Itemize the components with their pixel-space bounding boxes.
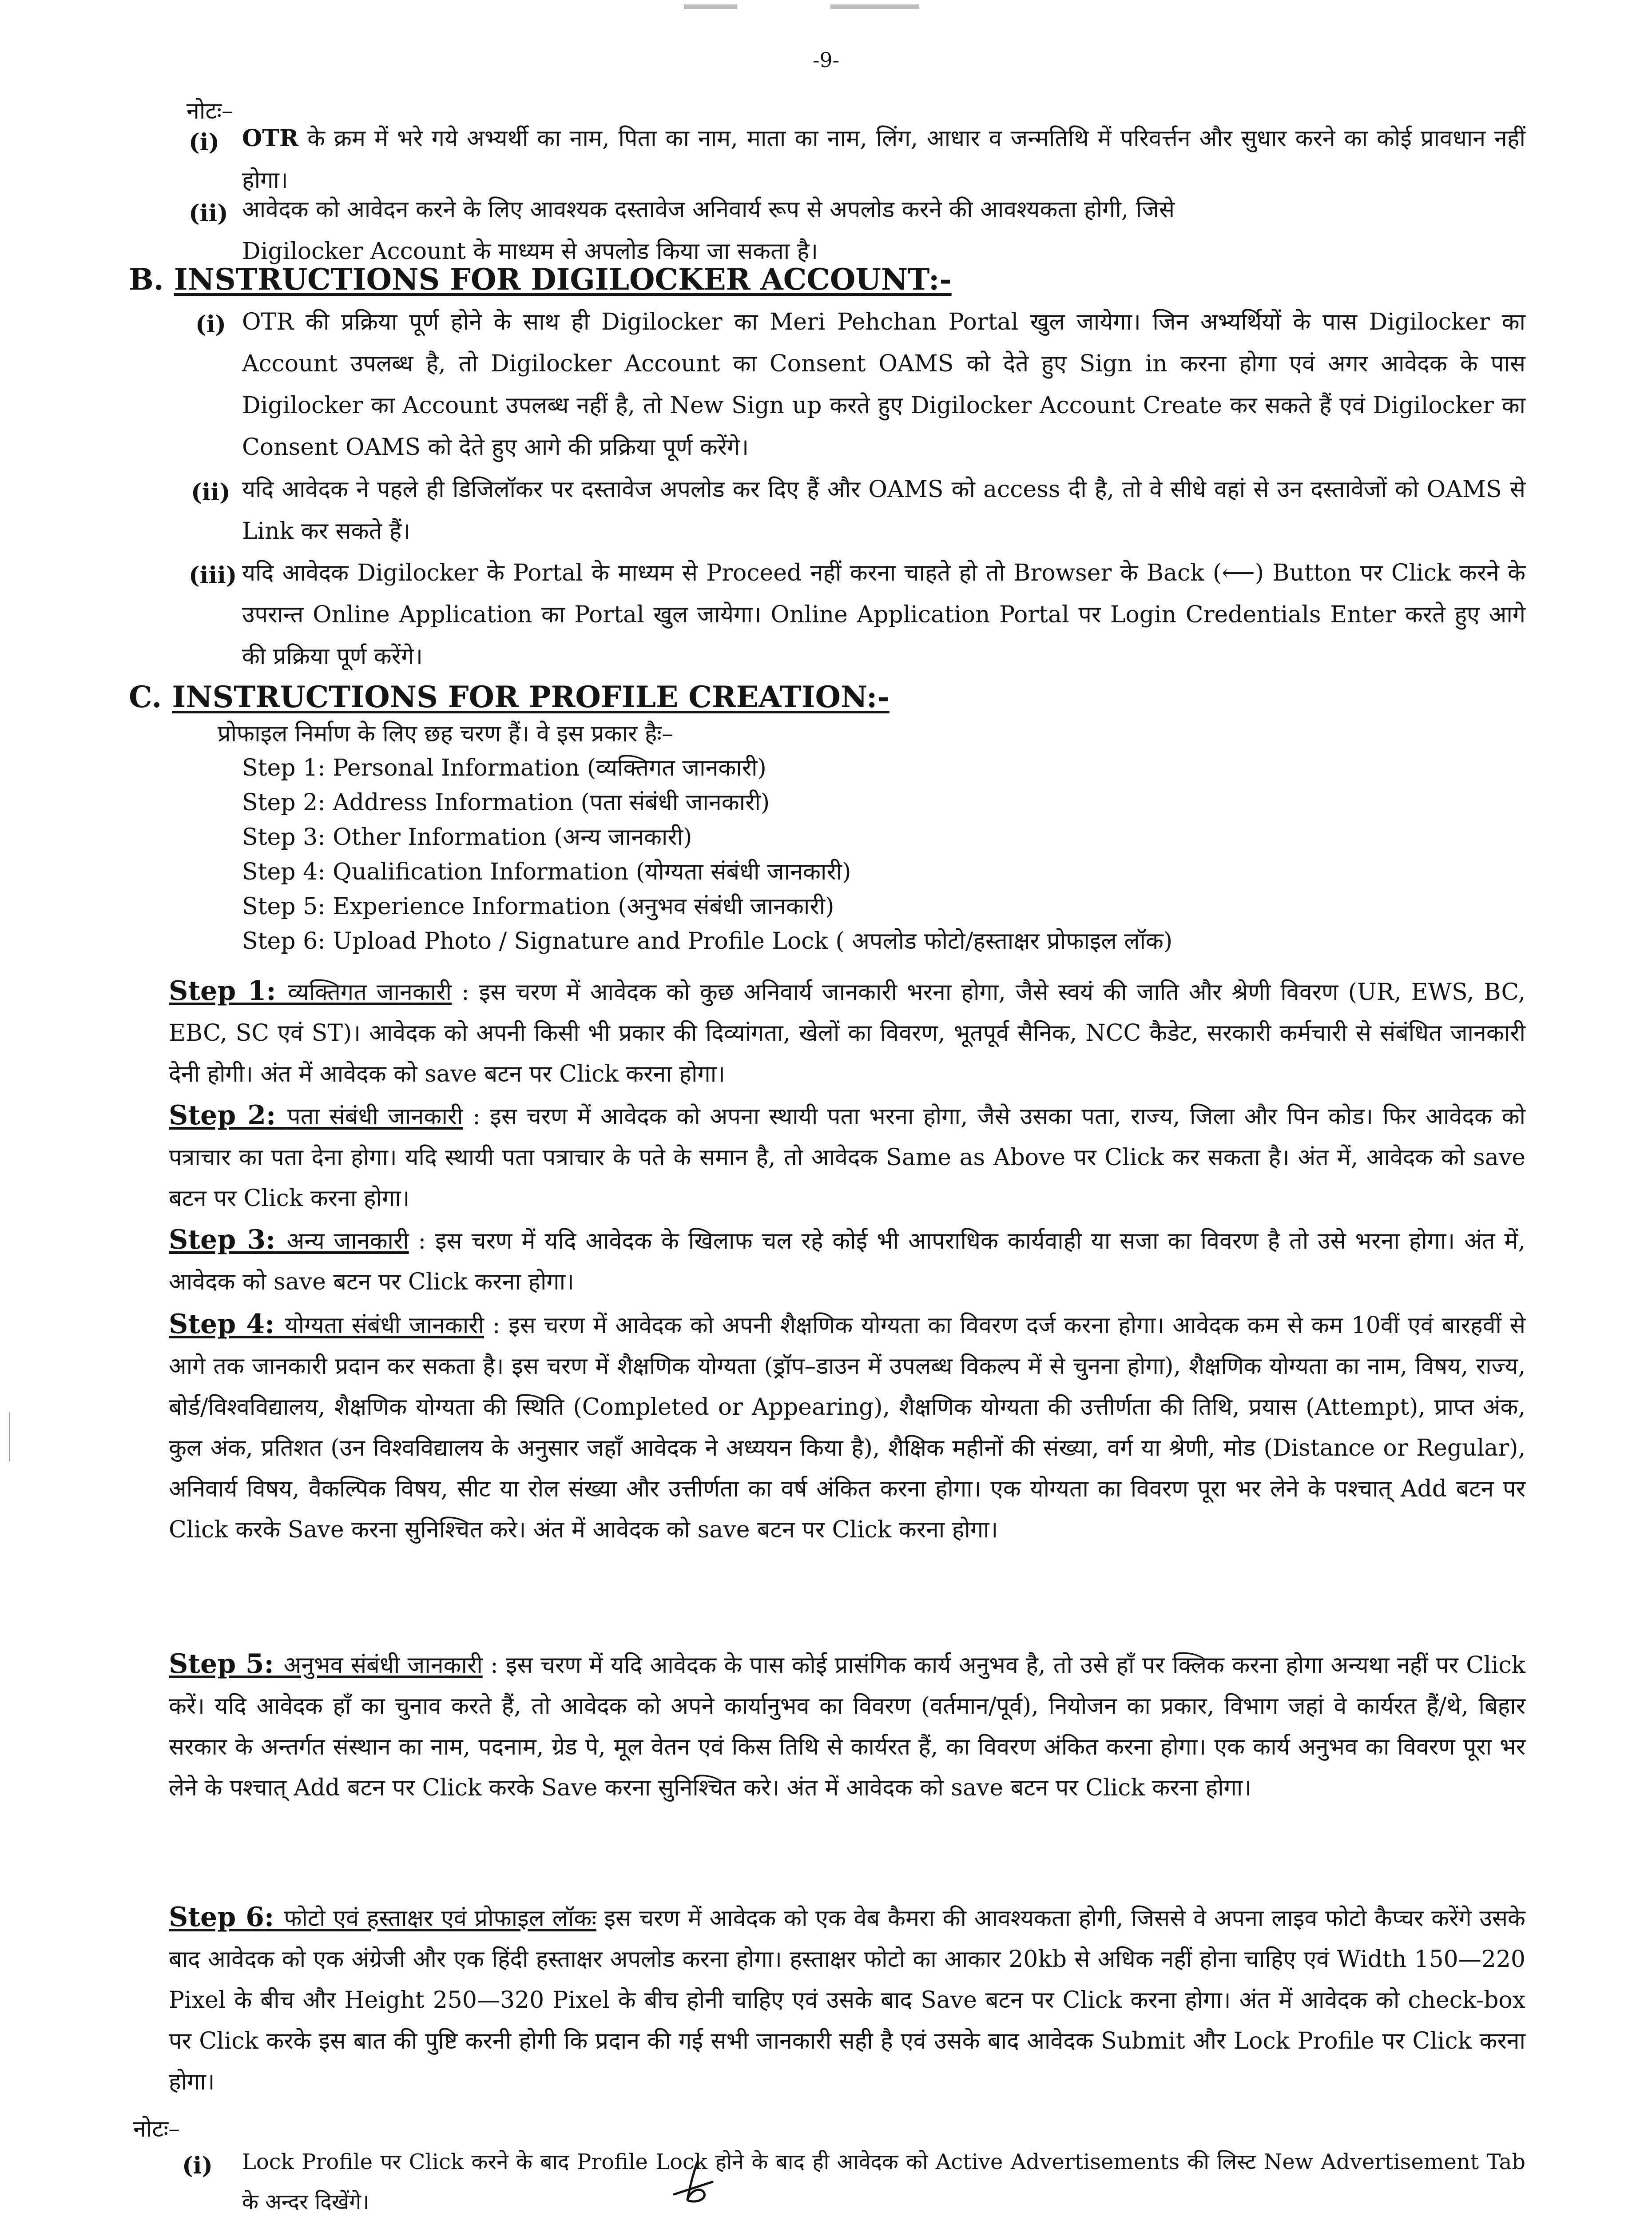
list-item: Step 3: Other Information (अन्य जानकारी) bbox=[242, 824, 692, 851]
step-subtitle: अनुभव संबंधी जानकारी bbox=[283, 1652, 483, 1679]
scan-mark bbox=[9, 1413, 10, 1461]
step-detail bbox=[169, 1219, 1525, 1302]
signature-initials bbox=[666, 2159, 719, 2212]
step-subtitle: योग्यता संबंधी जानकारी bbox=[285, 1312, 484, 1339]
step-text: : इस चरण में यदि आवेदक के पास कोई प्रासंगिक कार्य अनुभव है, तो उसे हाँ पर क्लिक करना होगा अन्यथा नहीं पर Click करें। यदि आवेदक हाँ का चुनाव करते हैं, तो आवेदक को अपने कार्यानुभव का विवरण (वर्तमान/पूर्व), नियोजन का प्रकार, विभाग जहां वे कार्यरत हैं/थे, बिहार सरकार के अन्तर्गत संस्थान का नाम, पदनाम, ग्रेड पे, मूल वेतन एवं किस तिथि से कार्यरत हैं, का विवरण अंकित करना होगा। एक कार्य अनुभव का विवरण पूरा भर लेने के पश्चात् Add बटन पर Click करके Save करना सुनिश्चित करे। अंत में आवेदक को save बटन पर Click करना होगा। bbox=[169, 1652, 1525, 1801]
step-label: Step 6: bbox=[169, 1902, 274, 1933]
step-detail bbox=[169, 1095, 1525, 1219]
list-item: Step 4: Qualification Information (योग्यता संबंधी जानकारी) bbox=[242, 859, 851, 885]
note-item: Lock Profile पर Click करने के बाद Profile Lock होने के बाद ही आवेदक को Active Advertisements की लिस्ट New Advertisement Tab के अन्दर दिखेंगे। bbox=[242, 2149, 1525, 2214]
step-heading bbox=[169, 1902, 596, 1933]
section-title: INSTRUCTIONS FOR DIGILOCKER ACCOUNT:- bbox=[174, 262, 952, 297]
note-item-number: (ii) bbox=[189, 200, 228, 227]
step-text: : इस चरण में आवेदक को कुछ अनिवार्य जानकारी भरना होगा, जैसे स्वयं की जाति और श्रेणी विवरण (UR, EWS, BC, EBC, SC एवं ST)। आवेदक को अपनी किसी भी प्रकार की दिव्यांगता, खेलों का विवरण, भूतपूर्व सैनिक, NCC कैडेट, सरकारी कर्मचारी से संबंधित जानकारी देनी होगी। अंत में आवेदक को save बटन पर Click करना होगा। bbox=[169, 979, 1526, 1087]
step-detail bbox=[169, 1644, 1525, 1808]
note-item-number: (i) bbox=[182, 2152, 213, 2179]
list-item: OTR की प्रक्रिया पूर्ण होने के साथ ही Digilocker का Meri Pehchan Portal खुल जायेगा। जिन अभ्यर्थियों के पास Digilocker का Account उपलब्ध है, तो Digilocker Account का Consent OAMS को देते हुए Sign in करना होगा एवं अगर आवेदक के पास Digilocker का Account उपलब्ध नहीं है, तो New Sign up करते हुए Digilocker Account Create कर सकते हैं एवं Digilocker का Consent OAMS को देते हुए आगे की प्रक्रिया पूर्ण करेंगे। bbox=[242, 309, 1525, 461]
list-item: Step 6: Upload Photo / Signature and Profile Lock ( अपलोड फोटो/हस्ताक्षर प्रोफाइल लॉक) bbox=[242, 928, 1173, 955]
step-detail bbox=[169, 971, 1525, 1095]
step-heading bbox=[169, 1648, 483, 1680]
scan-mark bbox=[830, 4, 919, 9]
step-label: Step 3: bbox=[169, 1224, 276, 1255]
steps-list bbox=[242, 751, 1172, 959]
list-item-number: (iii) bbox=[189, 562, 237, 589]
step-detail bbox=[169, 1897, 1525, 2102]
section-intro: प्रोफाइल निर्माण के लिए छह चरण हैं। वे इस प्रकार हैः– bbox=[218, 720, 673, 747]
list-item-number: (ii) bbox=[191, 479, 230, 506]
step-subtitle: व्यक्तिगत जानकारी bbox=[288, 979, 452, 1006]
step-text: इस चरण में आवेदक को एक वेब कैमरा की आवश्यकता होगी, जिससे वे अपना लाइव फोटो कैप्चर करेंगे उसके बाद आवेदक को एक अंग्रेजी और एक हिंदी हस्ताक्षर अपलोड करना होगा। हस्ताक्षर फोटो का आकार 20kb से अधिक नहीं होना चाहिए एवं Width 150—220 Pixel के बीच और Height 250—320 Pixel के बीच होनी चाहिए एवं उसके बाद Save बटन पर Click करना होगा। अंत में आवेदक को check-box पर Click करके इस बात की पुष्टि करनी होगी कि प्रदान की गई सभी जानकारी सही है एवं उसके बाद आवेदक Submit और Lock Profile पर Click करना होगा। bbox=[169, 1905, 1525, 2095]
step-subtitle: फोटो एवं हस्ताक्षर एवं प्रोफाइल लॉकः bbox=[284, 1905, 596, 1932]
note-item bbox=[242, 189, 1525, 272]
section-letter: C. bbox=[129, 680, 162, 714]
list-item: Step 5: Experience Information (अनुभव संबंधी जानकारी) bbox=[242, 893, 834, 920]
note-item-text: के क्रम में भरे गये अभ्यर्थी का नाम, पिता का नाम, माता का नाम, लिंग, आधार व जन्मतिथि में परिवर्त्तन और सुधार करने का कोई प्रावधान नहीं होगा। bbox=[242, 125, 1525, 194]
note-item-text: Digilocker Account के माध्यम से अपलोड किया जा सकता है। bbox=[242, 238, 818, 265]
step-heading bbox=[169, 1309, 484, 1340]
note-item-text: आवेदक को आवेदन करने के लिए आवश्यक दस्तावेज अनिवार्य रूप से अपलोड करने की आवश्यकता होगी, जिसे bbox=[242, 196, 1175, 223]
note-item-number: (i) bbox=[189, 129, 219, 156]
list-item-number: (i) bbox=[195, 311, 226, 338]
section-title: INSTRUCTIONS FOR PROFILE CREATION:- bbox=[172, 680, 890, 714]
note-label: नोटः– bbox=[133, 2116, 180, 2142]
step-label: Step 1: bbox=[169, 975, 276, 1007]
list-item: यदि आवेदक Digilocker के Portal के माध्यम से Proceed नहीं करना चाहते हो तो Browser के Back (⟵) Button पर Click करने के उपरान्त Online Application का Portal खुल जायेगा। Online Application Portal पर Login Credentials Enter करते हुए आगे की प्रक्रिया पूर्ण करेंगे। bbox=[242, 560, 1525, 670]
step-subtitle: पता संबंधी जानकारी bbox=[287, 1103, 463, 1130]
step-text: : इस चरण में आवेदक को अपना स्थायी पता भरना होगा, जैसे उसका पता, राज्य, जिला और पिन कोड। फिर आवेदक को पत्राचार का पता देना होगा। यदि स्थायी पता पत्राचार के पते के समान है, तो आवेदक Same as Above पर Click कर सकता है। अंत में, आवेदक को save बटन पर Click करना होगा। bbox=[169, 1103, 1525, 1212]
step-label: Step 2: bbox=[169, 1100, 276, 1131]
step-text: : इस चरण में आवेदक को अपनी शैक्षणिक योग्यता का विवरण दर्ज करना होगा। आवेदक कम से कम 10वीं एवं बारहवीं से आगे तक जानकारी प्रदान कर सकता है। इस चरण में शैक्षणिक योग्यता (ड्रॉप–डाउन में उपलब्ध विकल्प में से चुनना होगा), शैक्षणिक योग्यता का नाम, विषय, राज्य, बोर्ड/विश्वविद्यालय, शैक्षणिक योग्यता की स्थिति (Completed or Appearing), शैक्षणिक योग्यता की उत्तीर्णता की तिथि, प्रयास (Attempt), प्राप्त अंक, कुल अंक, प्रतिशत (उन विश्वविद्यालय के अनुसार जहाँ आवेदक ने अध्ययन किया है), शैक्षिक महीनों की संख्या, वर्ग या श्रेणी, मोड (Distance or Regular), अनिवार्य विषय, वैकल्पिक विषय, सीट या रोल संख्या और उत्तीर्णता का वर्ष अंकित करना होगा। एक योग्यता का विवरण पूरा भर लेने के पश्चात् Add बटन पर Click करके Save करना सुनिश्चित करे। अंत में आवेदक को save बटन पर Click करना होगा। bbox=[169, 1312, 1526, 1543]
step-heading bbox=[169, 1100, 463, 1131]
step-detail bbox=[169, 1304, 1525, 1550]
list-item: Step 2: Address Information (पता संबंधी जानकारी) bbox=[242, 789, 770, 816]
section-c-heading bbox=[129, 680, 890, 714]
scan-mark bbox=[684, 4, 737, 9]
step-heading bbox=[169, 975, 452, 1007]
list-item: Step 1: Personal Information (व्यक्तिगत जानकारी) bbox=[242, 755, 766, 781]
page-number: -9- bbox=[812, 48, 840, 72]
section-b-heading bbox=[129, 262, 952, 297]
note-label: नोटः– bbox=[187, 98, 234, 124]
step-subtitle: अन्य जानकारी bbox=[286, 1228, 409, 1254]
list-item: यदि आवेदक ने पहले ही डिजिलॉकर पर दस्तावेज अपलोड कर दिए हैं और OAMS को access दी है, तो वे सीधे वहां से उन दस्तावेजों को OAMS से Link कर सकते हैं। bbox=[242, 476, 1525, 545]
step-label: Step 5: bbox=[169, 1648, 274, 1680]
step-label: Step 4: bbox=[169, 1309, 275, 1340]
section-letter: B. bbox=[129, 262, 164, 297]
step-text: : इस चरण में यदि आवेदक के खिलाफ चल रहे कोई भी आपराधिक कार्यवाही या सजा का विवरण है तो उसे भरना होगा। अंत में, आवेदक को save बटन पर Click करना होगा। bbox=[169, 1228, 1525, 1295]
step-heading bbox=[169, 1224, 409, 1255]
note-item-lead: OTR bbox=[242, 125, 299, 152]
